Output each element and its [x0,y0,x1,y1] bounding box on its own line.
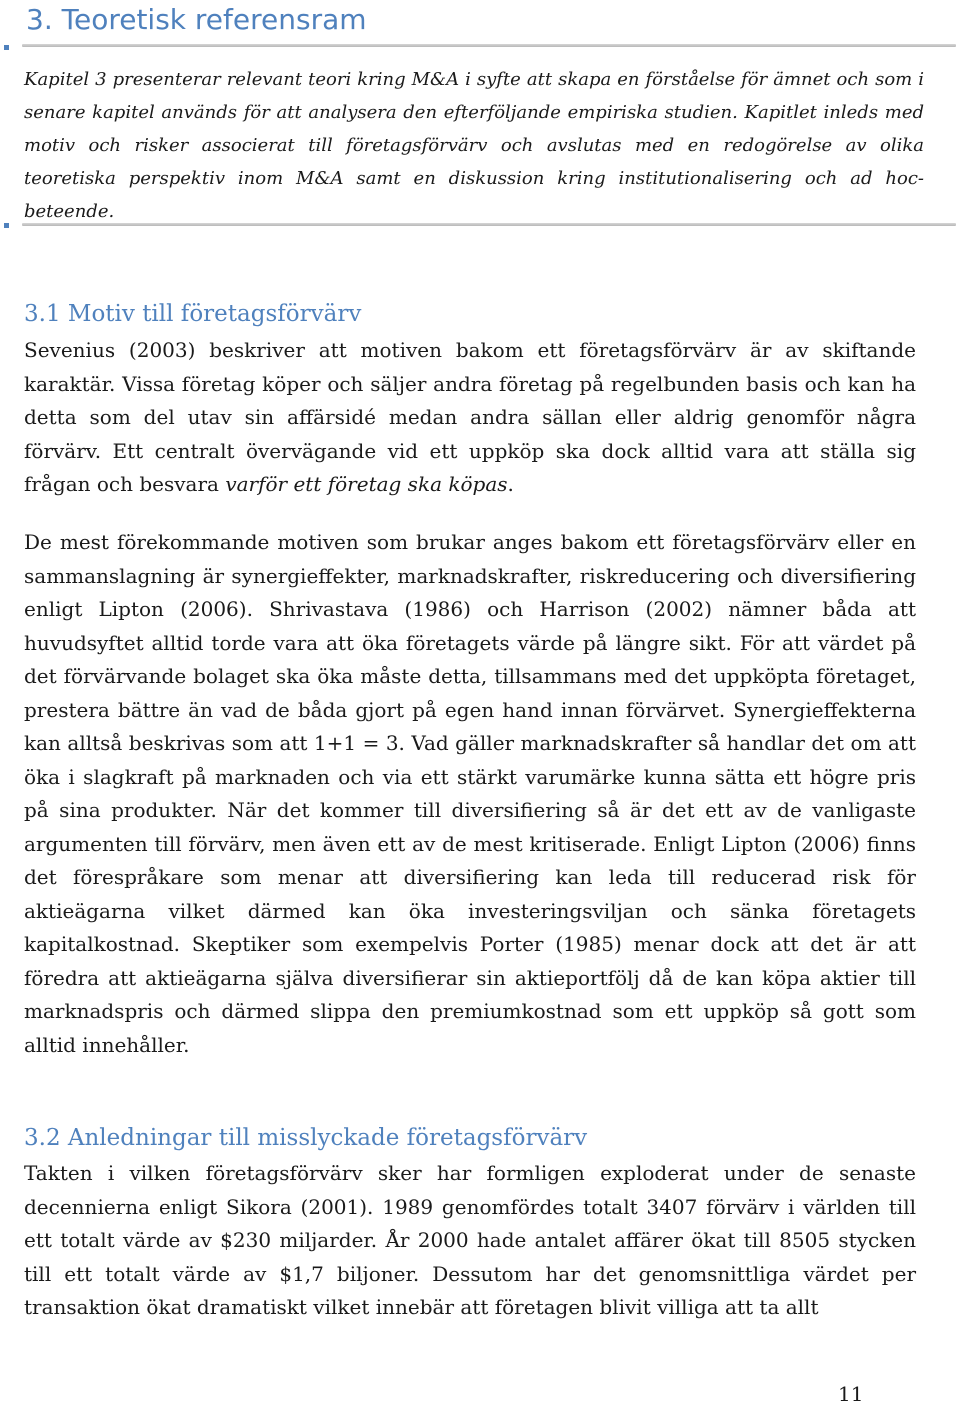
chapter-title: 3. Teoretisk referensram [26,3,367,36]
divider-top [22,44,956,47]
paragraph-text: Sevenius (2003) beskriver att motiven bakom ett företagsförvärv är av skiftande karaktär. Vissa företag köper och säljer andra företag på regelbunden basis och kan ha detta som del utav sin affärsidé medan andra sällan eller aldrig genomför några förvärv. Ett centralt övervägande vid ett uppköp ska dock alltid vara att ställa sig frågan och besvara [24,338,916,496]
page-number: 11 [838,1382,864,1406]
paragraph-3-2-a: Takten i vilken företagsförvärv sker har formligen exploderat under de senaste decennierna enligt Sikora (2001). 1989 genomfördes totalt 3407 förvärv i världen till ett totalt värde av $230 miljarder. År 2000 hade antalet affärer ökat till 8505 stycken till ett totalt värde av $1,7 biljoner. Dessutom har det genomsnittliga värdet per transaktion ökat dramatiskt vilket innebär att företagen blivit villiga att ta allt [24,1161,916,1319]
paragraph-end: . [507,472,514,496]
paragraph-3-1-b: De mest förekommande motiven som brukar anges bakom ett företagsförvärv eller en sammanslagning är synergieffekter, marknadskrafter, riskreducering och diversifiering enligt Lipton (2006). Shrivastava (1986) och Harrison (2002) nämner båda att huvudsyftet alltid torde vara att öka företagets värde på längre sikt. För att värdet på det förvärvande bolaget ska öka måste detta, tillsammans med det uppköpta företaget, prestera bättre än vad de båda gjort på egen hand innan förvärvet. Synergieffekterna kan alltså beskrivas som att 1+1 = 3. Vad gäller marknadskrafter så handlar det om att öka i slagkraft på marknaden och via ett stärkt varumärke kunna sätta ett högre pris på sina produkter. När det kommer till diversifiering så är det ett av de vanligaste argumenten till förvärv, men även ett av de mest kritiserade. Enligt Lipton (2006) finns det förespråkare som menar att diversifiering kan leda till reducerad risk för aktieägarna vilket därmed kan öka investeringsviljan och sänka företagets kapitalkostnad. Skeptiker som exempelvis Porter (1985) menar dock att det är att föredra att aktieägarna själva diversifierar sin aktieportfölj då de kan köpa aktier till marknadspris och därmed slippa den premiumkostnad som ett uppköp så gott som alltid innehåller. [24,530,916,1057]
section-heading-3-2: 3.2 Anledningar till misslyckade företagsförvärv [24,1125,588,1151]
paragraph-3-1-a [24,334,916,502]
divider-bottom [22,223,956,226]
rule-marker-top [4,45,9,50]
section-heading-3-1: 3.1 Motiv till företagsförvärv [24,301,362,327]
chapter-abstract: Kapitel 3 presenterar relevant teori kring M&A i syfte att skapa en förståelse för ämnet och som i senare kapitel används för att analysera den efterföljande empiriska studien. Kapitlet inleds med motiv och risker associerat till företagsförvärv och avslutas med en redogörelse av olika teoretiska perspektiv inom M&A samt en diskussion kring institutionalisering och ad hoc-beteende. [24,69,924,222]
rule-marker-bottom [4,223,9,228]
paragraph-emphasis: varför ett företag ska köpas [225,472,508,496]
